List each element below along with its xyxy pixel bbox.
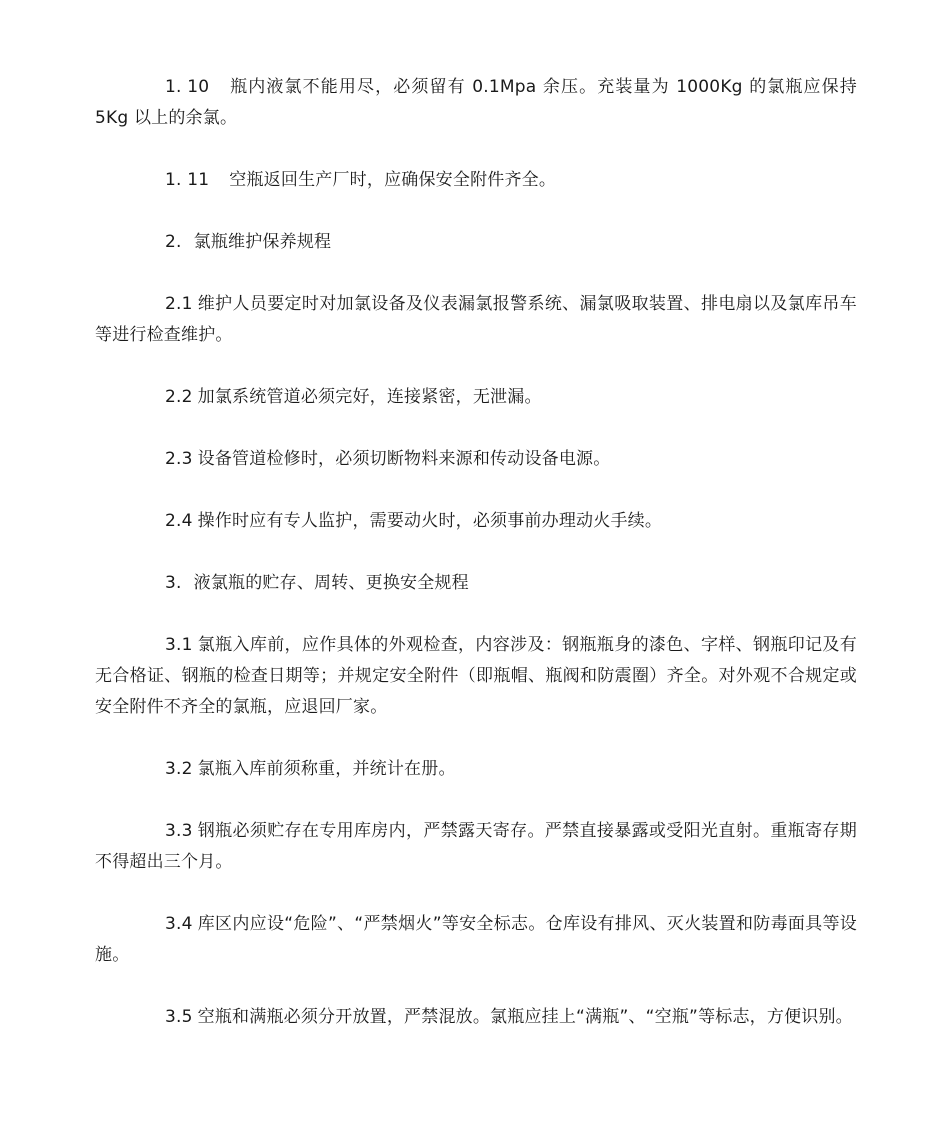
clause-number: 2.1	[165, 294, 193, 314]
paragraph-1-11	[95, 165, 857, 196]
clause-number: 1. 11	[165, 170, 210, 190]
paragraph-3-2	[95, 754, 857, 785]
paragraph-3-1	[95, 630, 857, 723]
clause-number: 2.4	[165, 511, 193, 531]
clause-text: 瓶内液氯不能用尽，必须留有 0.1Mpa 余压。充装量为 1000Kg 的氯瓶应保持 5Kg 以上的余氯。	[95, 77, 857, 128]
clause-number: 3.5	[165, 1007, 193, 1027]
paragraph-3-3	[95, 816, 857, 878]
paragraph-2-4	[95, 506, 857, 537]
clause-number: 1. 10	[165, 77, 210, 97]
clause-number: 3.4	[165, 914, 193, 934]
section-title: 液氯瓶的贮存、周转、更换安全规程	[193, 573, 469, 593]
clause-number: 2.3	[165, 449, 193, 469]
section-number: 3.	[165, 573, 182, 593]
clause-text: 操作时应有专人监护，需要动火时，必须事前办理动火手续。	[197, 511, 663, 531]
clause-text: 氯瓶入库前，应作具体的外观检查，内容涉及：钢瓶瓶身的漆色、字样、钢瓶印记及有无合格证、钢瓶的检查日期等；并规定安全附件（即瓶帽、瓶阀和防震圈）齐全。对外观不合规定或安全附件不齐全的氯瓶，应退回厂家。	[95, 635, 857, 717]
paragraph-3-5	[95, 1002, 857, 1033]
clause-text: 设备管道检修时，必须切断物料来源和传动设备电源。	[197, 449, 611, 469]
section-number: 2.	[165, 232, 182, 252]
clause-text: 空瓶和满瓶必须分开放置，严禁混放。氯瓶应挂上“满瓶”、“空瓶”等标志，方便识别。	[197, 1007, 853, 1027]
section-title: 氯瓶维护保养规程	[193, 232, 332, 252]
clause-text: 维护人员要定时对加氯设备及仪表漏氯报警系统、漏氯吸取装置、排电扇以及氯库吊车等进行检查维护。	[95, 294, 857, 345]
clause-number: 3.3	[165, 821, 193, 841]
clause-text: 氯瓶入库前须称重，并统计在册。	[197, 759, 456, 779]
clause-text: 加氯系统管道必须完好，连接紧密，无泄漏。	[197, 387, 542, 407]
paragraph-2-1	[95, 289, 857, 351]
paragraph-2-2	[95, 382, 857, 413]
paragraph-2-3	[95, 444, 857, 475]
paragraph-1-10	[95, 72, 857, 134]
clause-text: 库区内应设“危险”、“严禁烟火”等安全标志。仓库设有排风、灭火装置和防毒面具等设施。	[95, 914, 857, 965]
clause-number: 3.1	[165, 635, 193, 655]
clause-number: 3.2	[165, 759, 193, 779]
clause-text: 钢瓶必须贮存在专用库房内，严禁露天寄存。严禁直接暴露或受阳光直射。重瓶寄存期不得超出三个月。	[95, 821, 857, 872]
paragraph-3-4	[95, 909, 857, 971]
document-page	[95, 72, 857, 1064]
clause-number: 2.2	[165, 387, 193, 407]
clause-text: 空瓶返回生产厂时，应确保安全附件齐全。	[229, 170, 557, 190]
section-heading-3	[95, 568, 857, 599]
section-heading-2	[95, 227, 857, 258]
